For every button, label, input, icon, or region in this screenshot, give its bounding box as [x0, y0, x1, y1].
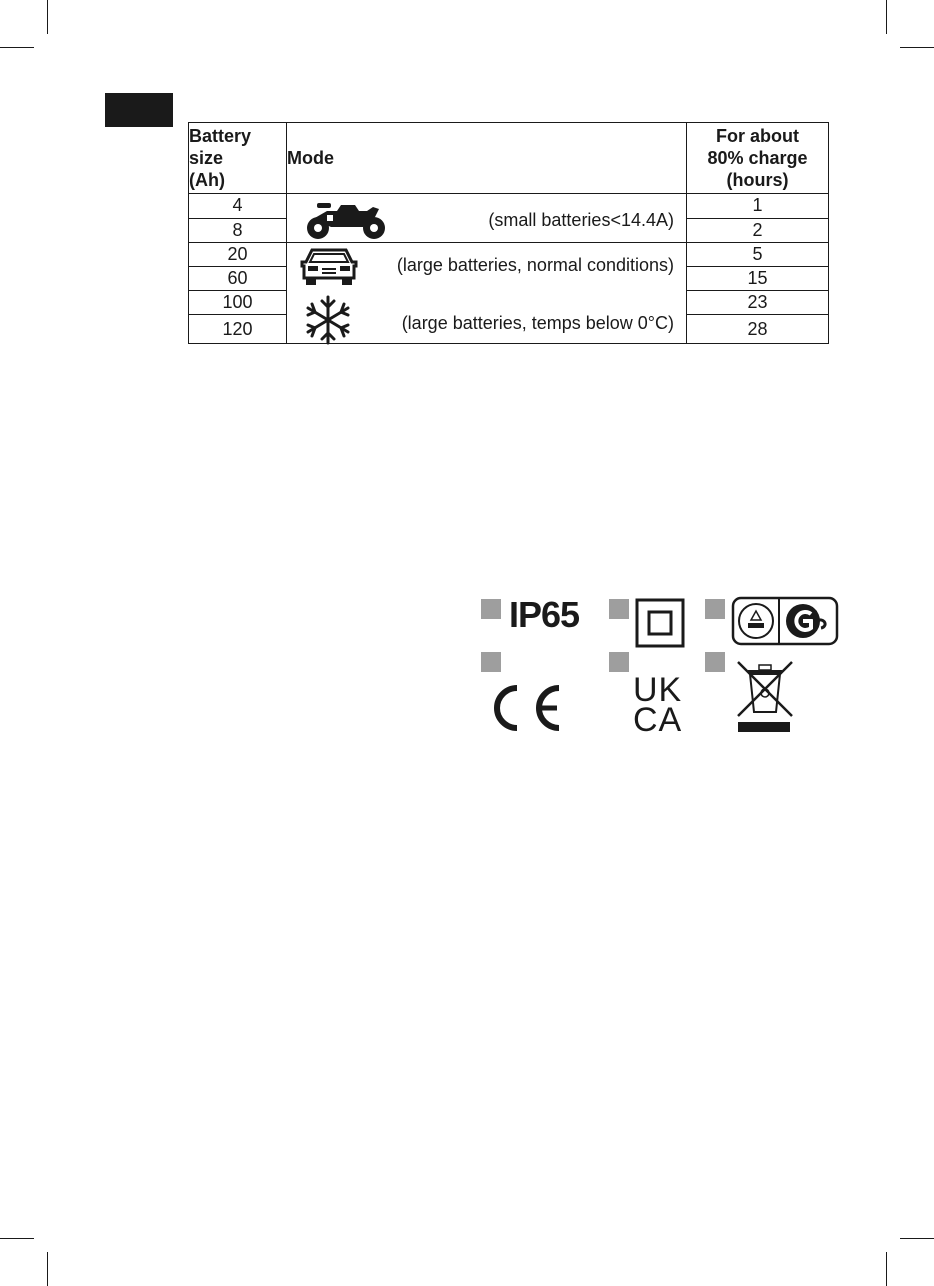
crop-mark: [47, 0, 48, 34]
car-icon: [300, 246, 358, 286]
marker-square: [609, 599, 629, 619]
table-header-row: [189, 123, 829, 194]
crop-mark: [0, 1238, 34, 1239]
header-charge-hours: For about 80% charge (hours): [687, 123, 829, 194]
marker-square: [705, 652, 725, 672]
charge-hours-cell: 23: [687, 291, 829, 315]
charge-hours-cell: 15: [687, 267, 829, 291]
charge-hours-cell: 28: [687, 315, 829, 344]
crop-mark: [886, 1252, 887, 1286]
charging-time-table: [188, 122, 829, 344]
table-row: [189, 243, 829, 267]
mode-car-text: (large batteries, normal conditions): [396, 255, 674, 275]
battery-size-cell: 120: [189, 315, 287, 344]
marker-square: [481, 652, 501, 672]
marker-square: [481, 599, 501, 619]
language-tab: [105, 93, 173, 127]
crop-mark: [900, 47, 934, 48]
crop-mark: [886, 0, 887, 34]
mode-motorcycle-cell: [287, 194, 687, 243]
tuv-gs-mark: [731, 596, 839, 646]
ip65-mark: IP65: [509, 594, 580, 635]
crop-mark: [900, 1238, 934, 1239]
snowflake-icon: [302, 295, 354, 345]
battery-size-cell: 4: [189, 194, 287, 219]
ukca-mark: [633, 671, 683, 739]
ukca-top: UK: [633, 671, 683, 709]
charge-hours-cell: 1: [687, 194, 829, 219]
header-battery-size: Battery size (Ah): [189, 123, 287, 194]
crop-mark: [0, 47, 34, 48]
ukca-bottom: CA: [633, 701, 683, 739]
mode-winter-text: (large batteries, temps below 0°C): [401, 313, 674, 333]
crop-mark: [47, 1252, 48, 1286]
mode-motorcycle-text: (small batteries<14.4A): [488, 210, 674, 230]
header-mode: Mode: [287, 123, 687, 194]
marker-square: [609, 652, 629, 672]
table-row: [189, 194, 829, 219]
mode-car-winter-cell: [287, 243, 687, 344]
battery-size-cell: 8: [189, 218, 287, 243]
marker-square: [705, 599, 725, 619]
ce-mark: [485, 682, 565, 734]
class-2-double-insulation-icon: [635, 598, 685, 648]
charge-hours-cell: 5: [687, 243, 829, 267]
battery-size-cell: 100: [189, 291, 287, 315]
battery-size-cell: 20: [189, 243, 287, 267]
weee-crossed-bin-icon: [734, 658, 796, 734]
charge-hours-cell: 2: [687, 218, 829, 243]
battery-size-cell: 60: [189, 267, 287, 291]
motorcycle-icon: [303, 197, 389, 241]
